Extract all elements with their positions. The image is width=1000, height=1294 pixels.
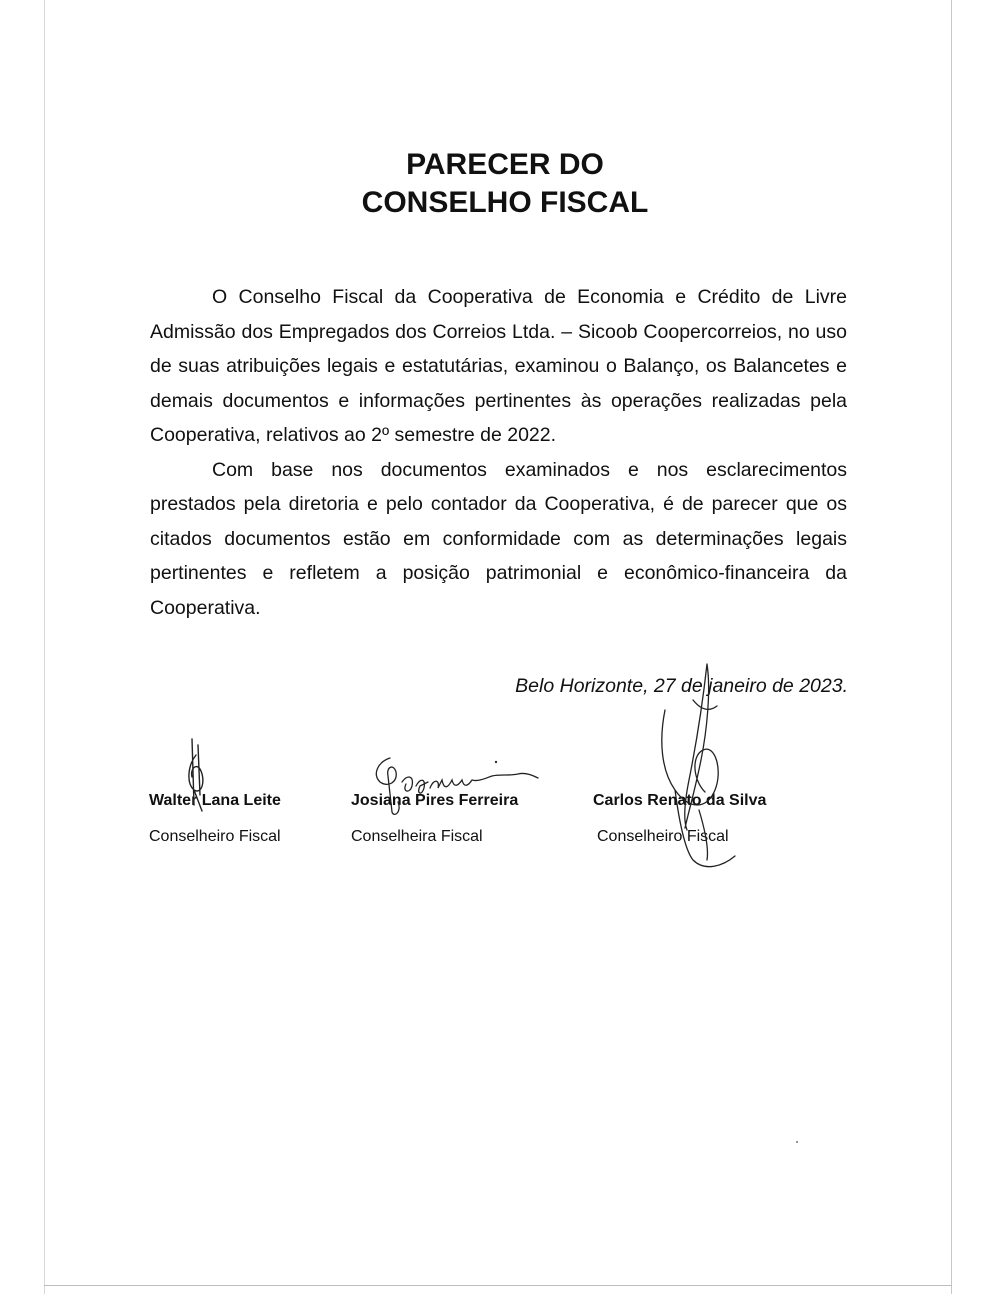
signer-role: Conselheiro Fiscal [149,828,281,845]
page-edge-right [951,0,952,1294]
signer-block-3 [593,790,766,848]
page-edge-left [44,0,45,1294]
place-date: Belo Horizonte, 27 de janeiro de 2023. [515,675,848,697]
signer-role: Conselheira Fiscal [351,828,483,845]
document-title [300,146,710,222]
scan-speck [796,1141,798,1143]
signer-role: Conselheiro Fiscal [597,828,729,845]
title-line-2: CONSELHO FISCAL [361,186,649,219]
signer-block-2 [351,790,518,848]
signer-name: Carlos Renato da Silva [593,792,767,809]
signer-block-1 [149,790,281,848]
signer-name: Walter Lana Leite [149,792,281,809]
page-edge-bottom [44,1285,952,1286]
signer-name: Josiana Pires Ferreira [351,792,519,809]
title-line-1: PARECER DO [406,148,604,181]
paragraph-2: Com base nos documentos examinados e nos esclarecimentos prestados pela diretoria e pelo contador da Cooperativa, é de parecer que os citados documentos estão em conformidade com as determinações legais pertinentes e refletem a posição patrimonial e econômico-financeira da Cooperativa. [150,458,847,619]
document-body [150,280,847,625]
paragraph-1: O Conselho Fiscal da Cooperativa de Economia e Crédito de Livre Admissão dos Empregados dos Correios Ltda. – Sicoob Coopercorreios, no uso de suas atribuições legais e estatutárias, examinou o Balanço, os Balancetes e demais documentos e informações pertinentes às operações realizadas pela Cooperativa, relativos ao 2º semestre de 2022. [150,286,847,446]
